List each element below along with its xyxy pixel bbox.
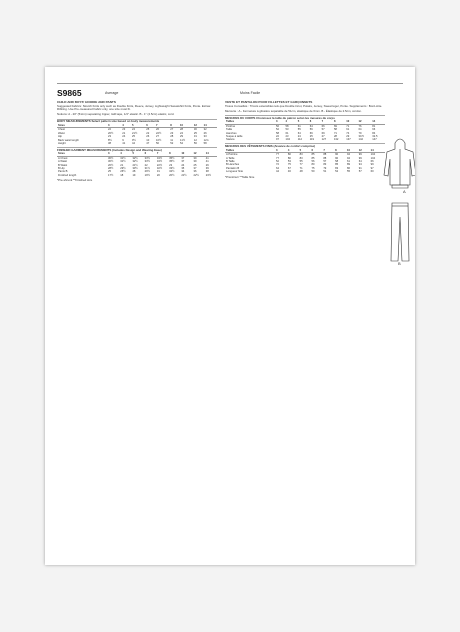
difficulty-level: Average [105, 91, 119, 95]
measurement-value: 24 [122, 135, 126, 139]
measurement-value: 142 [358, 138, 364, 142]
measurement-value: 83 [299, 156, 303, 160]
measurement-value: 32½ [132, 160, 138, 164]
measurement-value: 41 [122, 141, 126, 145]
measurement-value: 34½ [156, 160, 163, 164]
measurement-label: A Waist [58, 160, 68, 164]
measurement-value: 29 [346, 134, 350, 138]
garment-title-fr: VESTE ET PANTALON POUR FILLETTES ET GARÇONNETS [225, 100, 313, 104]
size-header-cell: 5 [131, 152, 143, 156]
size-header-cell: 7 [156, 152, 168, 156]
size-header-label: Tailles [225, 120, 275, 124]
measurement-value: 30.5 [358, 134, 364, 138]
measurement-value: 94 [346, 156, 350, 160]
measurement-value: 37 [181, 160, 185, 164]
size-header-cell: 7 [155, 124, 169, 128]
measurement-value: 32½ [169, 170, 175, 174]
footnote-fr: *Prérétréci **Taille finie [225, 174, 255, 179]
measurement-value: 39 [193, 160, 197, 164]
measurement-label: B Hanches [226, 163, 240, 167]
measurement-label: Longueur finie [226, 170, 244, 174]
size-header-cell: 6 [144, 152, 156, 156]
measurement-value: 31½ [120, 156, 126, 160]
size-header-cell: 5 [131, 124, 145, 128]
measurement-value: 58 [203, 141, 207, 145]
measurement-value: 61 [297, 124, 301, 128]
notions-text-fr: Mercerie : A - Fermeture à glissière séparable de 51cm, élastique de 6mm. B - Élastique de 2.5cm, cordon. [225, 108, 362, 113]
measurement-value: 58 [335, 160, 339, 163]
measurement-value: 97 [276, 138, 279, 142]
measurement-value: 76 [358, 124, 362, 128]
measurement-value: 32 [203, 128, 207, 132]
measurement-value: 28 [333, 134, 337, 138]
measurement-value: 26 [146, 135, 150, 139]
measurement-value: 60 [370, 170, 374, 174]
measurement-row [225, 170, 385, 173]
size-header-cell: 14 [370, 149, 385, 153]
pattern-number: S9865 [57, 88, 82, 98]
measurement-value: 30½ [108, 160, 114, 164]
measurement-value: 24 [297, 134, 301, 138]
measurement-value: 18 [120, 173, 124, 177]
measurement-value: 23 [122, 128, 126, 132]
measurement-value: 104 [370, 153, 376, 157]
measurement-value: 67 [287, 166, 291, 170]
measurement-value: 35½ [169, 160, 175, 164]
measurement-value: 91 [358, 166, 362, 170]
measurement-value: 32½ [132, 156, 138, 160]
measurement-value: 24 [181, 163, 185, 167]
measurement-value: 61 [285, 131, 289, 135]
measurement-label: B Taille [226, 160, 235, 163]
measurement-value: 22 [146, 131, 150, 135]
measurement-value: 28 [132, 170, 136, 174]
measurement-value: 22½ [156, 131, 162, 135]
fabrics-text-fr: Tissus Conseillés : Tricots extensibles tels que Double tricot, Polaire, Jersey, Sweat léger, Ponte. Suppléments : Bord-côte. [225, 103, 383, 108]
measurement-value: 52 [276, 160, 279, 163]
measurement-value: 20 [156, 173, 160, 177]
size-header-cell: 4 [284, 120, 296, 124]
size-header-cell: 12 [193, 152, 205, 156]
size-header-cell: 14 [371, 120, 385, 124]
measurement-value: 12 [193, 138, 197, 142]
measurement-label: Poitrine [226, 124, 236, 128]
measurement-value: 55 [297, 128, 301, 132]
measurement-value: 31½ [144, 167, 150, 170]
measurement-value: 24 [180, 131, 184, 135]
size-header-label: Sizes [57, 124, 107, 128]
measurement-value: 75 [311, 166, 315, 170]
measurement-value: 56 [311, 160, 315, 163]
measurement-value: 58 [285, 124, 289, 128]
measurement-value: 52 [170, 141, 174, 145]
measurement-value: 64 [276, 166, 279, 170]
measurement-value: 85 [311, 153, 315, 157]
measurement-value: 57 [321, 128, 325, 132]
measurement-value: 56 [276, 124, 279, 128]
measurement-value: 46 [287, 170, 291, 174]
size-header-cell: 4 [121, 124, 131, 128]
measurement-value: 58 [276, 131, 279, 135]
footnote: *Pre-shrunk **Finished size [57, 178, 93, 183]
measurement-value: 31 [193, 135, 197, 139]
size-header-cell: 8 [333, 120, 345, 124]
measurement-value: 34 [181, 170, 185, 174]
measurement-value: 30½ [132, 167, 138, 170]
measurement-label: Stature [226, 138, 235, 142]
measurement-value: 127 [321, 138, 327, 142]
measurement-value: 99 [358, 153, 362, 157]
size-header-label: Tailles [225, 149, 275, 153]
measurement-value: 56 [193, 141, 197, 145]
measurement-value: 21 [122, 131, 126, 135]
measurement-value: 17½ [108, 173, 114, 177]
measurement-value: 28½ [108, 167, 114, 170]
measurement-value: 25 [146, 128, 150, 132]
measurement-label: Taille [226, 128, 233, 132]
measurement-label: A Taille [226, 156, 235, 160]
measurement-label: Nuque à taille [226, 134, 243, 138]
measurement-value: 55 [299, 160, 303, 163]
measurement-label: Height [58, 141, 66, 145]
measurement-label: A Chest [58, 156, 68, 160]
measurement-value: 54 [180, 141, 184, 145]
measurement-value: 22½ [156, 163, 163, 167]
measurement-value: 57 [323, 160, 327, 163]
size-header-cell: 10 [180, 152, 192, 156]
size-header-cell: 4 [287, 149, 299, 153]
measurement-label: Pants B [58, 170, 68, 174]
measurement-value: 36 [193, 170, 197, 174]
measurement-value: 22 [144, 163, 148, 167]
measurement-value: 77 [276, 153, 279, 157]
measurement-value: 35½ [169, 156, 175, 160]
measurement-value: 53 [285, 128, 289, 132]
measurement-value: 23½ [205, 173, 211, 177]
measurement-value: 47 [146, 141, 150, 145]
measurement-value: 56 [309, 128, 313, 132]
measurement-value: 83 [299, 153, 303, 157]
french-column [225, 101, 385, 179]
size-header-cell: 14 [203, 124, 217, 128]
measurement-row [57, 142, 217, 145]
measurement-value: 38 [205, 170, 209, 174]
difficulty-level-fr: Moins Facile [240, 91, 261, 95]
measurement-value: 20½ [169, 173, 175, 177]
size-header-cell: 8 [169, 124, 179, 128]
size-header-cell: 6 [310, 149, 322, 153]
measurement-value: 85 [335, 163, 339, 167]
measurement-value: 24 [132, 128, 136, 132]
measurement-value: 57 [358, 170, 362, 174]
measurement-value: 38 [108, 141, 111, 145]
measurement-value: 23 [169, 163, 173, 167]
measurement-value: 11 [170, 138, 174, 142]
measurement-value: 71 [333, 131, 337, 135]
measurement-value: 19 [132, 173, 136, 177]
measurement-value: 66 [321, 124, 325, 128]
measurement-value: 50 [156, 141, 160, 145]
measurement-label: Chest [58, 128, 66, 132]
finished-measurements-table [57, 152, 217, 177]
measurement-value: 25 [193, 163, 197, 167]
finished-measurements-table-fr [225, 149, 385, 174]
measurement-value: 30 [193, 128, 197, 132]
measurement-value: 104 [370, 156, 376, 160]
size-header-cell: 12 [193, 124, 203, 128]
measurement-value: 99 [358, 156, 362, 160]
measurement-value: 33½ [144, 156, 150, 160]
size-header-cell: 8 [334, 149, 346, 153]
measurement-value: 26 [156, 128, 160, 132]
measurement-value: 25 [309, 134, 313, 138]
measurement-value: 21½ [181, 173, 187, 177]
measurement-value: 37 [181, 156, 185, 160]
measurement-value: 11½ [180, 138, 186, 142]
finished-measurements-title: FINISHED GARMENT MEASUREMENTS (Includes Design and Wearing Ease) [57, 147, 217, 152]
body-measurements-table-fr [225, 120, 385, 141]
measurement-value: 88 [323, 156, 327, 160]
measurement-value: 80 [311, 163, 315, 167]
view-a-label: A [403, 189, 406, 194]
measurement-value: 27 [156, 135, 160, 139]
measurement-label: Waist [58, 131, 65, 135]
measurement-value: 79 [358, 131, 362, 135]
measurement-label: Back waist length [58, 138, 79, 142]
fabrics-text: Suggested Fabrics: Stretch Knits only such as Double Knits, Fleece, Jersey, Lightweight Sweatshirt Knits, Ponte. Extras: Ribbing. Use Pre-measured Fabric only, one size must fit. [57, 103, 211, 112]
measurement-value: 69 [321, 131, 325, 135]
measurement-value: 22 [108, 128, 111, 132]
notions-text: Notions: A - 20" (51cm) separating zipper, twill tape, 1/4" elastic. B - 1" (2.5cm) elastic, cord. [57, 112, 175, 117]
measurement-label: Pantalon B [226, 166, 240, 170]
size-header-cell: 12 [358, 120, 372, 124]
measurement-value: 69 [333, 124, 337, 128]
measurement-value: 89 [346, 163, 350, 167]
measurement-value: 12¾ [203, 138, 209, 142]
measurement-value: 39 [193, 156, 197, 160]
body-measurements-table [57, 124, 217, 145]
size-header-cell: 3 [275, 149, 287, 153]
measurement-value: 29½ [120, 167, 126, 170]
english-column [57, 101, 217, 183]
measurement-value: 61 [346, 160, 350, 163]
measurement-label: Hip [58, 135, 63, 139]
measurement-value: 10½ [156, 138, 162, 142]
size-header-cell: 7 [321, 120, 333, 124]
measurement-value: 29 [180, 135, 184, 139]
measurement-value: 44 [276, 170, 279, 174]
measurement-value: 8½ [108, 138, 112, 142]
measurement-value: 84 [372, 131, 376, 135]
measurement-value: 39 [205, 167, 209, 170]
measurement-value: 83 [335, 166, 339, 170]
measurement-value: 88 [323, 153, 327, 157]
measurement-value: 21½ [132, 131, 138, 135]
measurement-value: 94 [346, 153, 350, 157]
measurement-value: 72 [276, 163, 279, 167]
measurement-value: 32½ [156, 167, 163, 170]
measurement-value: 71 [299, 166, 303, 170]
measurement-value: 22 [276, 134, 279, 138]
measurement-value: 79 [323, 166, 327, 170]
top-divider [57, 83, 403, 84]
measurement-value: 64 [309, 124, 313, 128]
measurement-value: 9½ [132, 138, 136, 142]
measurement-value: 66 [370, 160, 374, 163]
measurement-value: 28 [180, 128, 184, 132]
measurement-value: 41 [205, 156, 209, 160]
measurement-value: 77 [276, 156, 279, 160]
size-header-cell: 5 [297, 120, 309, 124]
measurement-value: 23 [108, 135, 111, 139]
measurement-value: 132 [333, 138, 339, 142]
measurement-value: 37 [193, 167, 197, 170]
measurement-value: 61 [346, 128, 350, 132]
measurement-value: 20½ [108, 131, 114, 135]
measurement-value: 71 [346, 124, 350, 128]
measurement-value: 58 [333, 128, 337, 132]
measurement-value: 31 [156, 170, 160, 174]
measurement-value: 94 [358, 163, 362, 167]
measurement-value: 26½ [120, 170, 126, 174]
measurement-value: 32.5 [372, 134, 378, 138]
body-measurements-title-fr: MESURES DU CORPS Choisissez la taille du patron selon les mesures du corps [225, 115, 385, 120]
measurement-value: 75 [287, 163, 291, 167]
size-header-cell: 3 [275, 120, 284, 124]
measurement-row [225, 138, 385, 141]
measurement-value: 97 [370, 166, 374, 170]
measurement-value: 80 [287, 153, 291, 157]
measurement-value: 81 [372, 124, 376, 128]
measurement-value: 28 [170, 135, 174, 139]
pattern-envelope-back [45, 67, 415, 565]
measurement-value: 64 [358, 160, 362, 163]
size-header-cell: 3 [107, 152, 119, 156]
measurement-value: 25 [132, 135, 136, 139]
size-header-cell: 10 [345, 120, 357, 124]
measurement-value: 137 [346, 138, 351, 142]
measurement-value: 90 [335, 156, 339, 160]
measurement-value: 104 [285, 138, 290, 142]
size-header-label: Sizes [57, 152, 107, 156]
measurement-value: 64 [297, 131, 301, 135]
measurement-value: 77 [299, 163, 303, 167]
measurement-value: 83 [323, 163, 327, 167]
measurement-value: 51 [323, 170, 327, 174]
measurement-row [57, 174, 217, 177]
measurement-label: B Waist [58, 163, 68, 167]
size-header-cell: 10 [179, 124, 193, 128]
measurement-value: 66 [372, 128, 376, 132]
body-measurements-title: BODY MEASUREMENTS Select pattern size based on body measurements [57, 119, 217, 124]
measurement-value: 23 [285, 134, 289, 138]
size-header-cell: 5 [299, 149, 311, 153]
measurement-value: 90 [335, 153, 339, 157]
measurement-value: 80 [287, 156, 291, 160]
measurement-value: 44 [132, 141, 136, 145]
measurement-value: 21½ [132, 163, 138, 167]
measurement-value: 27 [321, 134, 325, 138]
measurement-value: 23 [170, 131, 174, 135]
size-header-cell: 10 [346, 149, 358, 153]
measurement-value: 66 [309, 131, 313, 135]
view-b-label: B [398, 261, 401, 265]
size-header-cell: 7 [322, 149, 334, 153]
measurement-value: 29½ [144, 170, 150, 174]
size-header-cell: 4 [119, 152, 131, 156]
measurement-value: 55 [346, 170, 350, 174]
measurement-value: 34½ [156, 156, 163, 160]
size-header-cell: 14 [205, 152, 217, 156]
size-header-cell: 8 [168, 152, 180, 156]
measurement-value: 31½ [120, 160, 126, 164]
measurement-value: 52 [335, 170, 339, 174]
measurement-value: 48 [299, 170, 303, 174]
measurement-value: 119 [309, 138, 314, 142]
measurement-value: 41 [205, 160, 209, 164]
measurement-label: A Poitrine [226, 153, 238, 157]
measurement-value: 112 [297, 138, 303, 142]
measurement-value: 33½ [169, 167, 175, 170]
measurement-value: 85 [311, 156, 315, 160]
size-header-cell: 12 [358, 149, 370, 153]
size-header-cell: 6 [145, 124, 155, 128]
measurement-value: 20½ [108, 163, 114, 167]
measurement-value: 33 [203, 135, 207, 139]
measurement-label: Finished length [58, 173, 77, 177]
measurement-value: 25 [193, 131, 197, 135]
measurement-value: 22½ [193, 173, 199, 177]
measurement-value: 10 [146, 138, 150, 142]
measurement-value: 147 [372, 138, 377, 142]
measurement-value: 50 [311, 170, 315, 174]
measurement-label: Hanches [226, 131, 237, 135]
measurement-value: 26 [203, 131, 207, 135]
measurement-value: 19½ [144, 173, 150, 177]
measurement-value: 64 [358, 128, 362, 132]
measurement-value: 74 [346, 131, 350, 135]
measurement-value: 86 [346, 166, 350, 170]
measurement-value: 27 [170, 128, 174, 132]
measurement-value: 53 [287, 160, 291, 163]
size-header-cell: 3 [107, 124, 121, 128]
measurement-value: 30½ [108, 156, 114, 160]
measurement-value: 25 [108, 170, 111, 174]
measurement-value: 9 [122, 138, 124, 142]
measurement-value: 33½ [144, 160, 150, 164]
measurement-value: 21 [120, 163, 124, 167]
measurement-value: 35 [181, 167, 185, 170]
measurement-value: 52 [276, 128, 279, 132]
measurement-value: 99 [370, 163, 374, 167]
size-header-cell: 6 [309, 120, 321, 124]
measurement-label: B Hip [58, 167, 65, 170]
finished-measurements-title-fr: MESURES DES VÊTEMENTS FINIS (Aisance de confort comprise) [225, 143, 385, 148]
garment-title: CHILD AND BOYS' HOODIE AND PANTS [57, 100, 116, 104]
measurement-value: 26 [205, 163, 209, 167]
garment-line-drawing [383, 135, 415, 265]
